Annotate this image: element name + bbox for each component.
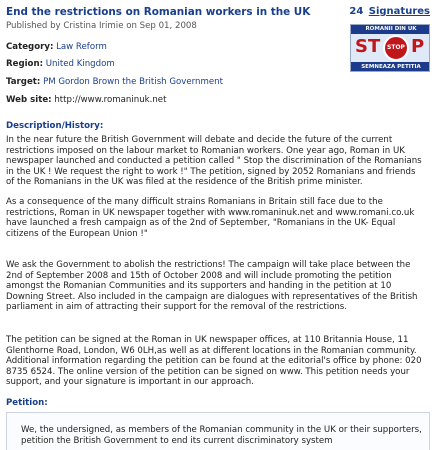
meta-website-label: Web site:	[6, 95, 52, 105]
meta-website	[6, 95, 166, 105]
stop-sign-icon: STOP	[383, 35, 409, 61]
campaign-logo-image[interactable]	[350, 24, 430, 72]
meta-target-label: Target:	[6, 77, 41, 87]
meta-region	[6, 59, 115, 69]
meta-category-label: Category:	[6, 42, 54, 52]
petition-heading: Petition:	[6, 398, 48, 408]
description-paragraph-1: In the near future the British Government will debate and decide the future of the current restrictions imposed on the labour market to Romanian workers. One year ago, Roman in UK newspaper launched and conducted a petition called " Stop the discrimination of the Romanians in the UK ! We request the right to work !" The petition, signed by 2052 Romanians and friends of the Romanians in the UK was filed at the residence of the British prime minister.	[6, 135, 422, 188]
description-paragraph-3: We ask the Government to abolish the restrictions! The campaign will take place between the 2nd of September 2008 and 15th of October 2008 and will include promoting the petition amongst the Romanian Communities and its supporters and handing in the petition at 10 Downing Street. Also included in the campaign are dialogues with representatives of the British parliament in aim of attracting their support for the removal of the restrictions.	[6, 260, 418, 313]
signatures-link[interactable]	[349, 6, 430, 17]
logo-stop-left: ST	[355, 36, 381, 57]
description-heading: Description/History:	[6, 121, 104, 131]
meta-website-url[interactable]: http://www.romaninuk.net	[54, 95, 167, 105]
signatures-label[interactable]: Signatures	[368, 6, 430, 17]
meta-target	[6, 77, 223, 87]
meta-region-label: Region:	[6, 59, 44, 69]
description-paragraph-4: The petition can be signed at the Roman in UK newspaper offices, at 110 Britannia House, 11 Glenthorne Road, London, W6 0LH,as well as at different locations in the Romanian community. Additional information regarding the petition can be found at the editorial's office by phone: 020 8735 6524. The online version of the petition can be signed on www. This petition needs your support, and your signature is important in our approach.	[6, 335, 422, 388]
meta-category	[6, 42, 107, 52]
petition-text: We, the undersigned, as members of the Romanian community in the UK or their supporters, petition the British Government to end its current discriminatory system	[21, 425, 422, 446]
meta-category-link[interactable]: Law Reform	[56, 42, 107, 52]
petition-title: End the restrictions on Romanian workers in the UK	[6, 6, 311, 18]
logo-stop-right: P	[411, 36, 425, 57]
description-paragraph-2: As a consequence of the many difficult strains Romanians in Britain still face due to the restrictions, Roman in UK newspaper together with www.romaninuk.net and www.romani.co.uk have launched a fresh campaign as of the 2nd of September, "Romanians in the UK- Equal citizens of the European Union !"	[6, 197, 415, 239]
petition-text-box	[6, 412, 430, 450]
logo-bottom-text: SEMNEAZA PETITIA	[351, 62, 430, 72]
signatures-count: 24	[349, 6, 364, 17]
meta-target-link[interactable]: PM Gordon Brown the British Government	[43, 77, 223, 87]
published-by-line: Published by Cristina Irimie on Sep 01, 2008	[6, 21, 197, 31]
meta-region-link[interactable]: United Kingdom	[45, 59, 115, 69]
logo-top-text: ROMANII DIN UK	[351, 25, 430, 34]
